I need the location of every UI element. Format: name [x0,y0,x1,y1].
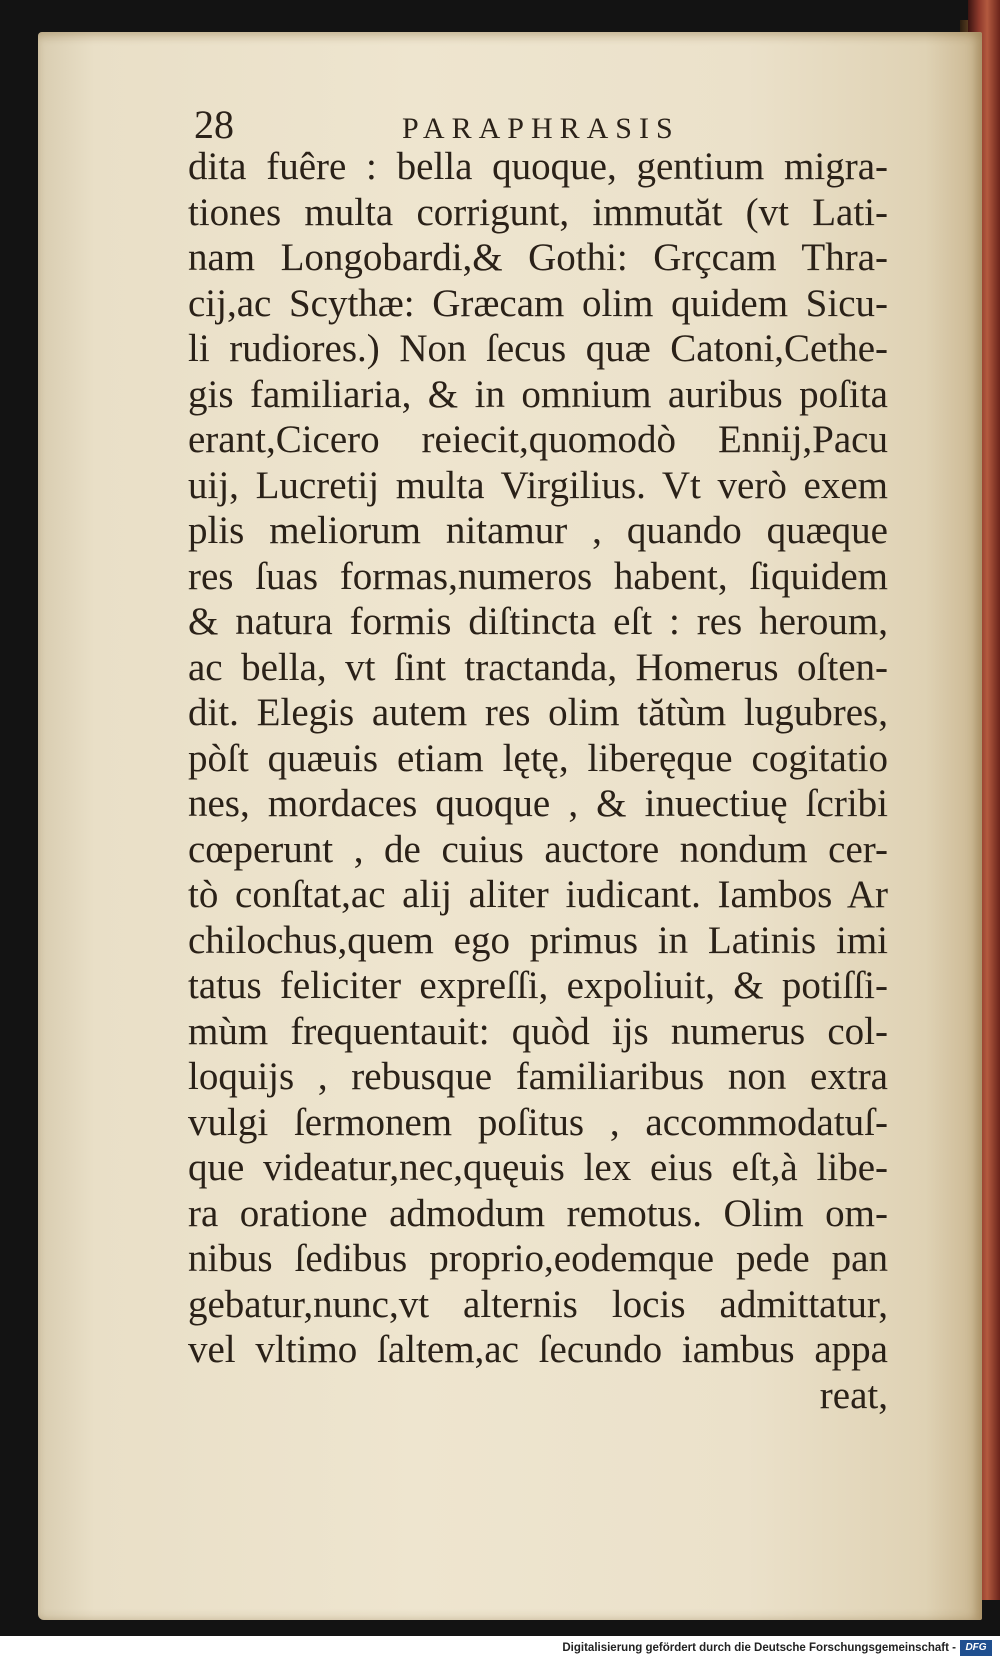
page-header [194,100,894,150]
text-line: uij, Lucretij multa Virgilius. Vt verò exem [188,463,888,507]
text-line: ac bella, vt ſint tractanda, Homerus oſten- [188,645,888,689]
text-line: mùm frequentauit: quòd ijs numerus col- [188,1009,888,1053]
text-line: cij,ac Scythæ: Græcam olim quidem Sicu- [188,281,888,325]
text-line: tatus feliciter expreſſi, expoliuit, & potiſſi- [188,964,888,1007]
page-number: 28 [194,102,234,147]
text-line: vel vltimo ſaltem,ac ſecundo iambus appa [188,1328,888,1371]
text-line: loquijs , rebusque familiaribus non extra [188,1055,888,1098]
text-line: nibus ſedibus proprio,eodemque pede pan [188,1237,888,1280]
text-line: tiones multa corrigunt, immutăt (vt Lati- [188,190,888,234]
text-line: vulgi ſermonem poſitus , accommodatuſ- [188,1100,888,1144]
text-line: nam Longobardi,& Gothi: Grçcam Thra- [188,236,888,279]
text-line: ra oratione admodum remotus. Olim om- [188,1191,888,1235]
text-line: dit. Elegis autem res olim tătùm lugubres, [188,691,888,734]
text-line: li rudiores.) Non ſecus quæ Catoni,Cethe- [188,327,888,370]
text-line: gis familiaria, & in omnium auribus poſita [188,372,888,416]
dfg-logo-icon: DFG [960,1640,992,1656]
text-line: gebatur,nunc,vt alternis locis admittatur, [188,1282,888,1326]
text-line: tò conſtat,ac alij aliter iudicant. Iambos Ar [188,873,888,916]
text-line: chilochus,quem ego primus in Latinis imi [188,918,888,962]
text-line: erant,Cicero reiecit,quomodò Ennij,Pacu [188,418,888,461]
text-line: & natura formis diſtincta eſt : res heroum, [188,600,888,643]
text-line: pòſt quæuis etiam lętę, liberęque cogitatio [188,736,888,780]
text-line: dita fuêre : bella quoque, gentium migra- [188,145,888,188]
text-line: cœperunt , de cuius auctore nondum cer- [188,827,888,871]
text-line: que videatur,nec,quęuis lex eius eſt,à libe- [188,1146,888,1189]
catchword: reat, [819,1373,888,1417]
text-line: plis meliorum nitamur , quando quæque [188,509,888,552]
running-head: PARAPHRASIS [402,112,680,145]
funding-credit: Digitalisierung gefördert durch die Deutsche Forschungsgemeinschaft - [562,1642,956,1654]
text-line: nes, mordaces quoque , & inuectiuę ſcribi [188,782,888,825]
body-text [188,144,888,1418]
text-line: res ſuas formas,numeros habent, ſiquidem [188,554,888,598]
